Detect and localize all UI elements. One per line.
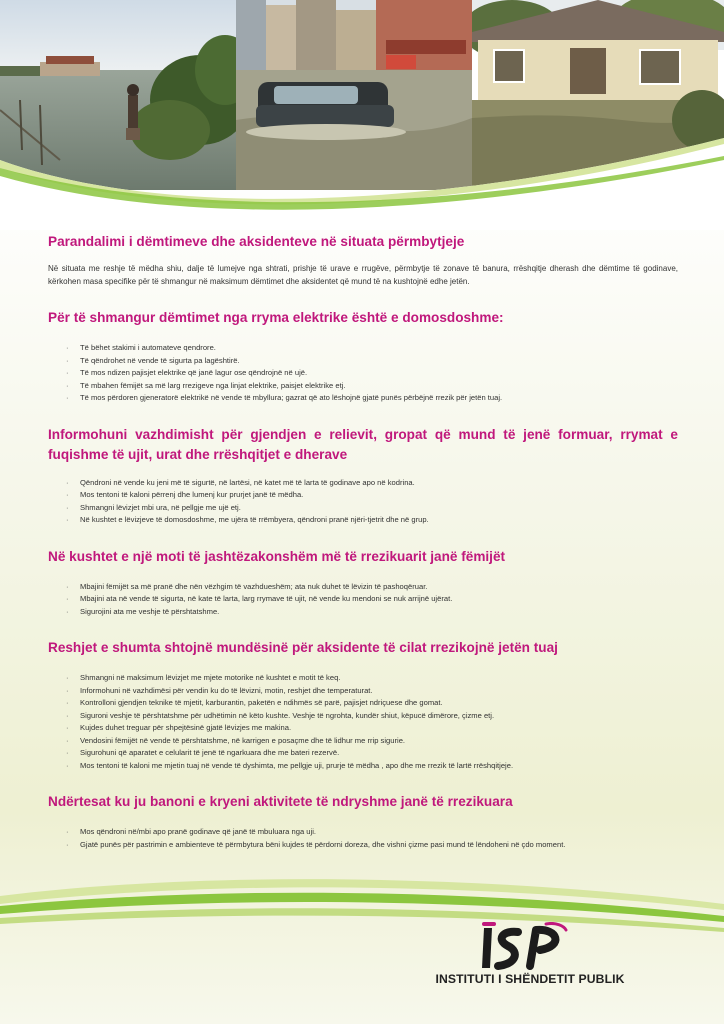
list-item: · Shmangni në maksimum lëvizjet me mjete motorike në kushtet e motit të keq. <box>48 672 678 685</box>
list-item: · Mbajini fëmijët sa më pranë dhe nën vëzhgim të vazhdueshëm; ata nuk duhet të lëvizin të pashoqëruar. <box>48 581 678 594</box>
isp-logo <box>478 922 568 974</box>
section-terrain <box>48 425 678 527</box>
list-item: · Informohuni në vazhdimësi për vendin ku do të lëvizni, motin, reshjet dhe temperaturat. <box>48 685 678 698</box>
list-item: · Kujdes duhet treguar për shpejtësinë gjatë lëvizjes me makina. <box>48 722 678 735</box>
list-item: · Të qëndrohet në vende të sigurta pa lagështirë. <box>48 355 678 368</box>
section-heading: Parandalimi i dëmtimeve dhe aksidenteve në situata përmbytjeje <box>48 234 465 249</box>
section-heading: Në kushtet e një moti të jashtëzakonshëm më të rrezikuarit janë fëmijët <box>48 548 506 564</box>
section-heading: Për të shmangur dëmtimet nga rryma elektrike është e domosdoshme: <box>48 310 504 325</box>
list-item: · Të mos përdoren gjeneratorë elektrikë në vende të mbyllura; gazrat që ato lëshojnë gjatë punës përbëjnë rrezik për jetën tuaj. <box>48 392 678 405</box>
list-item: · Siguroni veshje të përshtatshme për udhëtimin në këto kushte. Veshje të ngrohta, kundër shiut, këpucë dimërore, çizme etj. <box>48 710 678 723</box>
list-item: · Të mbahen fëmijët sa më larg rrezigeve nga linjat elektrike, paisjet elektrike etj. <box>48 380 678 393</box>
bullet-list <box>48 477 678 527</box>
organization-name: INSTITUTI I SHËNDETIT PUBLIK <box>435 972 625 986</box>
section-electricity <box>48 308 678 405</box>
section-heading: Informohuni vazhdimisht për gjendjen e relievit, gropat që mund të jenë formuar, rrymat e fuqishme të ujit, urat dhe rrëshqitjet e dherave <box>48 426 678 462</box>
bullet-list <box>48 672 678 772</box>
list-item: · Të mos ndizen pajisjet elektrike që janë lagur ose qëndrojnë në ujë. <box>48 367 678 380</box>
section-buildings <box>48 792 678 851</box>
list-item: · Në kushtet e lëvizjeve të domosdoshme, me ujëra të rrëmbyera, qëndroni pranë njëri-tjetrit dhe në grup. <box>48 514 678 527</box>
section-paragraph: Në situata me reshje të mëdha shiu, dalje të lumejve nga shtrati, prishje të urave e rrugëve, përmbytje të zonave të banura, rrëshqitje dherash dhe dëmtime të godinave, kërkohen masa specifike për të shmangur në maksimum dëmtimet dhe aksidentet që mund të na kushtojnë edhe jetën. <box>48 264 678 286</box>
list-item: · Mos tentoni të kaloni përrenj dhe lumenj kur prurjet janë të mëdha. <box>48 489 678 502</box>
list-item: · Sigurojini ata me veshje të përshtatshme. <box>48 606 678 619</box>
svg-text:ISP: ISP <box>478 922 480 923</box>
green-wave-footer-decoration <box>0 876 724 936</box>
list-item: · Mos tentoni të kaloni me mjetin tuaj në vende të dyshimta, me pellgje uji, prurje të mëdha , apo dhe me rrezik të lartë rrëshqitjeje. <box>48 760 678 773</box>
section-vehicles <box>48 638 678 772</box>
list-item: · Qëndroni në vende ku jeni më të sigurtë, në lartësi, në katet më të larta të godinave apo në kodrina. <box>48 477 678 490</box>
list-item: · Të bëhet stakimi i automateve qendrore. <box>48 342 678 355</box>
list-item: · Sigurohuni që aparatet e celularit të jenë të ngarkuara dhe me bateri rezervë. <box>48 747 678 760</box>
bullet-list <box>48 826 678 851</box>
section-children <box>48 547 678 619</box>
list-item: · Kontrolloni gjendjen teknike të mjetit, karburantin, paketën e ndihmës së parë, pajisjet ndriçuese dhe gomat. <box>48 697 678 710</box>
list-item: · Mbajini ata në vende të sigurta, në kate të larta, larg rrymave të ujit, në vende ku mendoni se nuk arrijnë ujërat. <box>48 593 678 606</box>
bullet-list <box>48 581 678 619</box>
section-heading: Reshjet e shumta shtojnë mundësinë për aksidente të cilat rrezikojnë jetën tuaj <box>48 640 558 655</box>
document-content <box>48 232 678 851</box>
bullet-list <box>48 342 678 405</box>
section-heading: Ndërtesat ku ju banoni e kryeni aktivitete të ndryshme janë të rrezikuara <box>48 794 513 809</box>
section-intro <box>48 232 678 288</box>
list-item: · Mos qëndroni në/mbi apo pranë godinave që janë të mbuluara nga uji. <box>48 826 678 839</box>
list-item: · Vendosini fëmijët në vende të përshtatshme, në karrigen e posaçme dhe të lidhur me rrip sigurie. <box>48 735 678 748</box>
list-item: · Gjatë punës për pastrimin e ambienteve të përmbytura bëni kujdes të përdorni doreza, dhe vishni çizme pasi mund të lëndoheni në çdo moment. <box>48 839 678 852</box>
green-wave-decoration <box>0 120 724 230</box>
list-item: · Shmangni lëvizjet mbi ura, në pellgje me ujë etj. <box>48 502 678 515</box>
